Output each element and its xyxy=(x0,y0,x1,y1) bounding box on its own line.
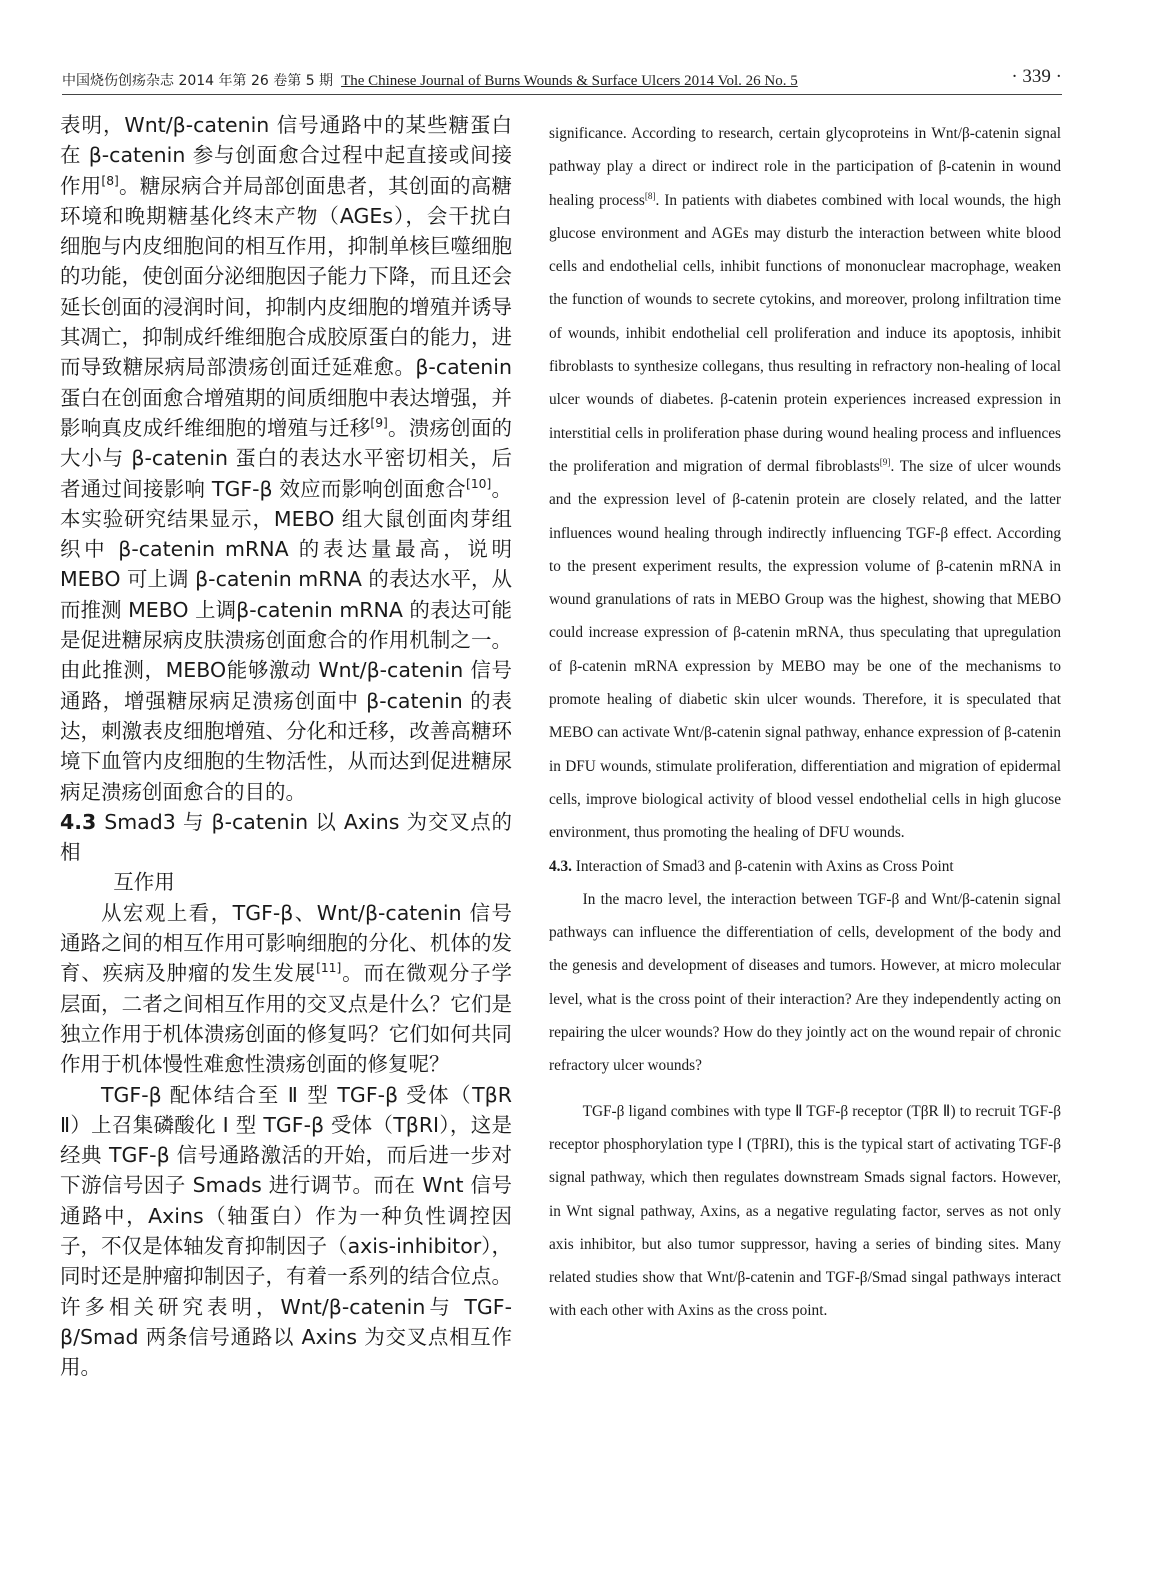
en-paragraph-3: TGF-β ligand combines with type Ⅱ TGF-β receptor (TβR Ⅱ) to recruit TGF-β receptor phosphorylation type Ⅰ (TβRI), this is the typical start of activating TGF-β signal pathway, which then regulates downstream Smads signal factors. However, in Wnt signal pathway, Axins, as a negative regulating factor, serves as not only axis inhibitor, but also tumor suppressor, having a series of binding sites. Many related studies show that Wnt/β-catenin and TGF-β/Smad singal pathways interact with each other with Axins as the cross point. xyxy=(549,1102,1061,1320)
citation-9: [9] xyxy=(370,416,388,431)
section-number-en: 4.3. xyxy=(549,857,572,875)
english-column xyxy=(549,117,1061,1328)
en-paragraph-2: In the macro level, the interaction between TGF-β and Wnt/β-catenin signal pathways can influence the differentiation of cells, development of the body and the genesis and development of diseases and tumors. However, at micro molecular level, what is the cross point of their interaction? Are they independently acting on repairing the ulcer wounds? How do they jointly act on the wound repair of chronic refractory ulcer wounds? xyxy=(549,890,1061,1075)
paragraph-gap xyxy=(549,1083,1061,1095)
journal-citation xyxy=(62,70,798,90)
en-paragraph-1: significance. According to research, certain glycoproteins in Wnt/β-catenin signal pathway play a direct or indirect role in the participation of β-catenin in wound healing process[8]. In patients with diabetes combined with local wounds, the high glucose environment and AGEs may disturb the interaction between white blood cells and endothelial cells, inhibit functions of mononuclear macrophage, weaken the function of wounds to secrete cytokins, and moreover, prolong infiltration time of wounds, inhibit endothelial cell proliferation and induce its apoptosis, inhibit fibroblasts to synthesize collegans, thus resulting in refractory non-healing of local ulcer wounds of diabetes. β-catenin protein experiences increased expression in interstitial cells in proliferation phase during wound healing process and influences the proliferation and migration of dermal fibroblasts[9]. The size of ulcer wounds and the expression level of β-catenin protein are closely related, and the latter influences wound healing through indirectly influencing TGF-β effect. According to the present experiment results, the expression volume of β-catenin mRNA in wound granulations of rats in MEBO Group was the highest, showing that MEBO could increase expression of β-catenin mRNA, thus speculating that upregulation of β-catenin mRNA expression by MEBO may be one of the mechanisms to promote healing of diabetic skin ulcer wounds. Therefore, it is speculated that MEBO can activate Wnt/β-catenin signal pathway, enhance expression of β-catenin in DFU wounds, stimulate proliferation, differentiation and migration of epidermal cells, improve biological activity of blood vessel endothelial cells in high glucose environment, thus promoting the healing of DFU wounds. xyxy=(549,125,1062,842)
section-heading-cn xyxy=(60,807,512,898)
cn-paragraph-1: 表明，Wnt/β-catenin 信号通路中的某些糖蛋白在 β-catenin 参与创面愈合过程中起直接或间接作用[8]。糖尿病合并局部创面患者，其创面的高糖环境和晚期糖基化终末产物（AGEs），会干扰白细胞与内皮细胞间的相互作用，抑制单核巨噬细胞的功能，使创面分泌细胞因子能力下降，而且还会延长创面的浸润时间，抑制内皮细胞的增殖并诱导其凋亡，抑制成纤维细胞合成胶原蛋白的能力，进而导致糖尿病局部溃疡创面迁延难愈。β-catenin蛋白在创面愈合增殖期的间质细胞中表达增强，并影响真皮成纤维细胞的增殖与迁移[9]。溃疡创面的大小与 β-catenin 蛋白的表达水平密切相关，后者通过间接影响 TGF-β 效应而影响创面愈合[10]。本实验研究结果显示，MEBO 组大鼠创面肉芽组织中 β-catenin mRNA 的表达量最高，说明 MEBO 可上调 β-catenin mRNA 的表达水平，从而推测 MEBO 上调β-catenin mRNA 的表达可能是促进糖尿病皮肤溃疡创面愈合的作用机制之一。由此推测，MEBO能够激动 Wnt/β-catenin 信号通路，增强糖尿病足溃疡创面中 β-catenin 的表达，刺激表皮细胞增殖、分化和迁移，改善高糖环境下血管内皮细胞的生物活性，从而达到促进糖尿病足溃疡创面愈合的目的。 xyxy=(60,113,513,804)
section-title-en: Interaction of Smad3 and β-catenin with Axins as Cross Point xyxy=(575,857,954,875)
citation-11: [11] xyxy=(316,961,342,976)
section-title-line-2: 互作用 xyxy=(113,870,175,895)
running-header xyxy=(62,64,1062,94)
page-number: · 339 · xyxy=(1011,66,1062,87)
citation-8-en: [8] xyxy=(644,190,656,201)
citation-8: [8] xyxy=(101,173,119,188)
chinese-column xyxy=(60,110,512,1382)
cn-paragraph-3: TGF-β 配体结合至 Ⅱ 型 TGF-β 受体（TβR Ⅱ）上召集磷酸化 Ⅰ 型 TGF-β 受体（TβRI），这是经典 TGF-β 信号通路激活的开始，而后进一步对下游信号因子 Smads 进行调节。而在 Wnt 信号通路中，Axins（轴蛋白）作为一种负性调控因子，不仅是体轴发育抑制因子（axis-inhibitor），同时还是肿瘤抑制因子，有着一系列的结合位点。许多相关研究表明，Wnt/β-catenin与 TGF-β/Smad 两条信号通路以 Axins 为交叉点相互作用。 xyxy=(60,1082,512,1380)
section-title-line-1: Smad3 与 β-catenin 以 Axins 为交叉点的相 xyxy=(60,809,513,865)
section-heading-en xyxy=(549,850,1061,883)
citation-10: [10] xyxy=(466,476,492,491)
cn-paragraph-2: 从宏观上看，TGF-β、Wnt/β-catenin 信号通路之间的相互作用可影响细胞的分化、机体的发育、疾病及肿瘤的发生发展[11]。而在微观分子学层面，二者之间相互作用的交叉点是什么？它们是独立作用于机体溃疡创面的修复吗？它们如何共同作用于机体慢性难愈性溃疡创面的修复呢？ xyxy=(60,900,513,1077)
journal-title-cn: 中国烧伤创疡杂志 2014 年第 26 卷第 5 期 xyxy=(62,73,334,89)
section-number: 4.3 xyxy=(60,809,97,834)
journal-title-en: The Chinese Journal of Burns Wounds & Surface Ulcers 2014 Vol. 26 No. 5 xyxy=(341,73,798,89)
header-rule xyxy=(62,94,1062,95)
citation-9-en: [9] xyxy=(879,456,891,467)
